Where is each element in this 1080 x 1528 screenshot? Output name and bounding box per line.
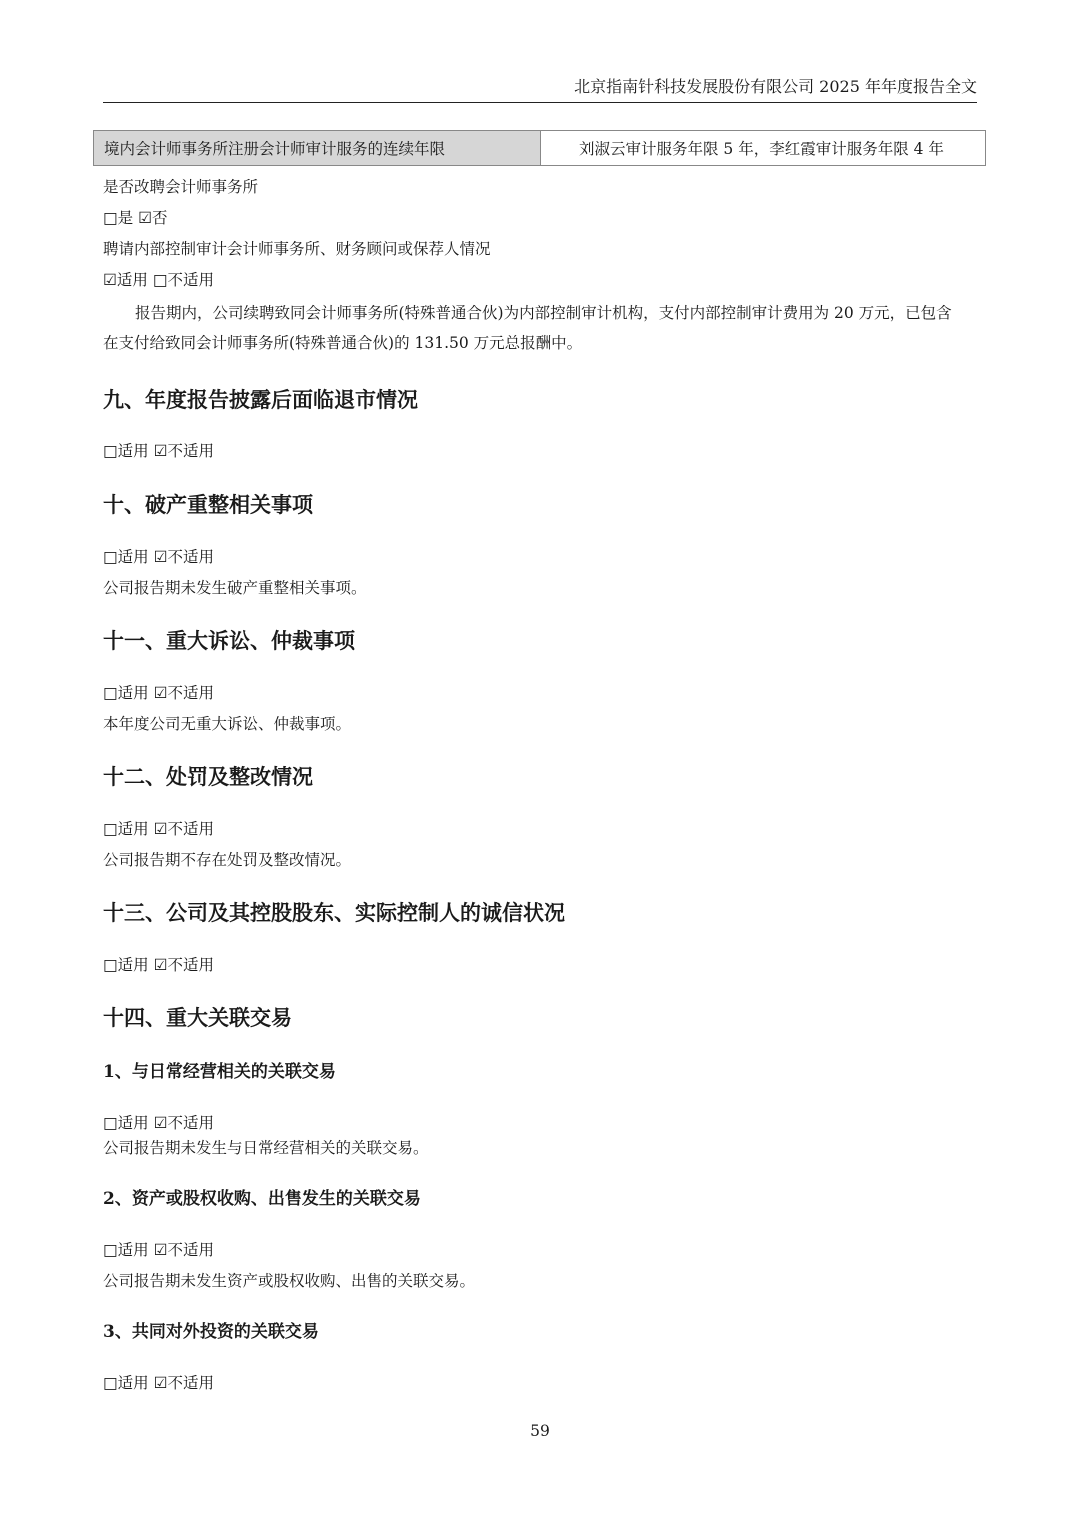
section-12-status: □适用 ☑不适用 (103, 820, 214, 838)
auditor-tenure-table (93, 130, 986, 166)
section-10-note: 公司报告期未发生破产重整相关事项。 (103, 579, 367, 597)
subsection-14-2-note: 公司报告期未发生资产或股权收购、出售的关联交易。 (103, 1272, 476, 1290)
subsection-14-3-heading: 3、共同对外投资的关联交易 (103, 1322, 319, 1342)
change-firm-answer: □是 ☑否 (103, 209, 168, 227)
subsection-14-1-status: □适用 ☑不适用 (103, 1114, 214, 1132)
section-14-heading: 十四、重大关联交易 (103, 1005, 292, 1030)
section-12-note: 公司报告期不存在处罚及整改情况。 (103, 851, 352, 869)
subsection-14-2-status: □适用 ☑不适用 (103, 1241, 214, 1259)
internal-audit-paragraph: 报告期内，公司续聘致同会计师事务所(特殊普通合伙)为内部控制审计机构，支付内部控制审计费用为 20 万元，已包含在支付给致同会计师事务所(特殊普通合伙)的 131.50 万元总报酬中。 (103, 304, 952, 352)
subsection-14-1-heading: 1、与日常经营相关的关联交易 (103, 1062, 336, 1082)
section-11-heading: 十一、重大诉讼、仲裁事项 (103, 628, 355, 653)
subsection-14-3-status: □适用 ☑不适用 (103, 1374, 214, 1392)
section-11-note: 本年度公司无重大诉讼、仲裁事项。 (103, 715, 352, 733)
section-11-status: □适用 ☑不适用 (103, 684, 214, 702)
header-divider (103, 102, 977, 103)
page-number: 59 (530, 1422, 550, 1440)
subsection-14-2-heading: 2、资产或股权收购、出售发生的关联交易 (103, 1189, 421, 1209)
section-10-heading: 十、破产重整相关事项 (103, 492, 313, 517)
section-12-heading: 十二、处罚及整改情况 (103, 764, 313, 789)
change-firm-question: 是否改聘会计师事务所 (103, 178, 259, 196)
section-9-status: □适用 ☑不适用 (103, 442, 214, 460)
internal-audit-answer: ☑适用 □不适用 (103, 271, 214, 289)
section-13-status: □适用 ☑不适用 (103, 956, 214, 974)
running-header: 北京指南针科技发展股份有限公司 2025 年年度报告全文 (574, 77, 977, 96)
internal-audit-question: 聘请内部控制审计会计师事务所、财务顾问或保荐人情况 (103, 240, 491, 258)
table-cell-value: 刘淑云审计服务年限 5 年，李红霞审计服务年限 4 年 (541, 131, 986, 166)
section-13-heading: 十三、公司及其控股股东、实际控制人的诚信状况 (103, 900, 565, 925)
subsection-14-1-note: 公司报告期未发生与日常经营相关的关联交易。 (103, 1139, 429, 1157)
table-row (94, 131, 986, 166)
table-cell-label: 境内会计师事务所注册会计师审计服务的连续年限 (94, 131, 541, 166)
section-10-status: □适用 ☑不适用 (103, 548, 214, 566)
section-9-heading: 九、年度报告披露后面临退市情况 (103, 387, 418, 412)
